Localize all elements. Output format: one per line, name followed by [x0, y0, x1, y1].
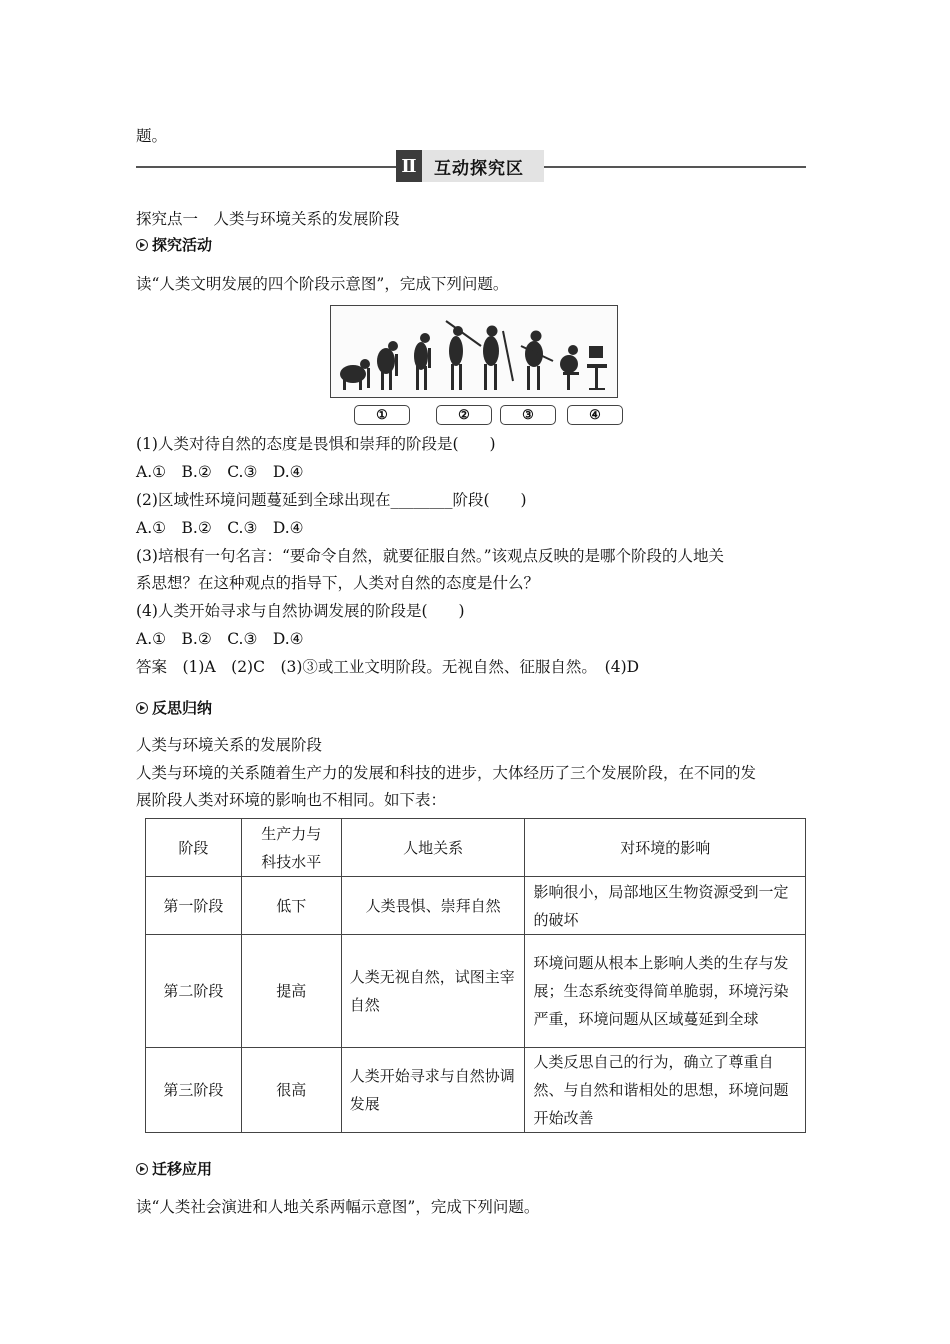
- question-4: (4)人类开始寻求与自然协调发展的阶段是( ): [136, 602, 465, 620]
- table-row: [146, 935, 806, 1048]
- cell-stage: 第一阶段: [146, 877, 242, 935]
- stage-label-1: ①: [354, 405, 410, 425]
- header-impact: 对环境的影响: [525, 819, 806, 877]
- section-banner: [396, 150, 544, 182]
- question-2-options: A.① B.② C.③ D.④: [136, 519, 304, 537]
- section-title: 互动探究区: [422, 150, 544, 182]
- stage-label-2: ②: [436, 405, 492, 425]
- transfer-heading: [136, 1158, 212, 1179]
- transfer-heading-label: 迁移应用: [152, 1160, 213, 1178]
- cell-stage: 第三阶段: [146, 1048, 242, 1133]
- cell-stage: 第二阶段: [146, 935, 242, 1048]
- play-circle-icon: [136, 1163, 148, 1175]
- reflection-paragraph-line-1: 人类与环境的关系随着生产力的发展和科技的进步，大体经历了三个发展阶段，在不同的发: [136, 764, 757, 782]
- cell-impact: 环境问题从根本上影响人类的生存与发展；生态系统变得简单脆弱，环境污染严重，环境问题从区域蔓延到全球: [525, 935, 806, 1048]
- activity-heading: [136, 234, 212, 255]
- cell-relation: 人类畏惧、崇拜自然: [341, 877, 525, 935]
- question-1: (1)人类对待自然的态度是畏惧和崇拜的阶段是( ): [136, 435, 496, 453]
- table-row: [146, 1048, 806, 1133]
- stage-label-4: ④: [567, 405, 623, 425]
- stage-label-3: ③: [500, 405, 556, 425]
- question-1-options: A.① B.② C.③ D.④: [136, 463, 304, 481]
- question-3-line-1: (3)培根有一句名言：“要命令自然，就要征服自然。”该观点反映的是哪个阶段的人地关: [136, 547, 725, 565]
- table-row: [146, 877, 806, 935]
- stages-table: [145, 818, 806, 1133]
- reflection-title: 人类与环境关系的发展阶段: [136, 736, 323, 754]
- answer-line: 答案 (1)A (2)C (3)③或工业文明阶段。无视自然、征服自然。 (4)D: [136, 658, 640, 676]
- header-relation: 人地关系: [341, 819, 525, 877]
- transfer-prompt: 读“人类社会演进和人地关系两幅示意图”，完成下列问题。: [136, 1198, 540, 1216]
- activity-heading-label: 探究活动: [152, 236, 213, 254]
- header-productivity: 生产力与科技水平: [241, 819, 341, 877]
- reflection-heading-label: 反思归纳: [152, 699, 213, 717]
- cell-impact: 人类反思自己的行为，确立了尊重自然、与自然和谐相处的思想，环境问题开始改善: [525, 1048, 806, 1133]
- cell-productivity: 提高: [241, 935, 341, 1048]
- cell-impact: 影响很小，局部地区生物资源受到一定的破坏: [525, 877, 806, 935]
- reflection-heading: [136, 697, 212, 718]
- cell-relation: 人类开始寻求与自然协调发展: [341, 1048, 525, 1133]
- table-header-row: [146, 819, 806, 877]
- header-stage: 阶段: [146, 819, 242, 877]
- play-circle-icon: [136, 702, 148, 714]
- question-2: (2)区域性环境问题蔓延到全球出现在________阶段( ): [136, 491, 527, 509]
- question-4-options: A.① B.② C.③ D.④: [136, 630, 304, 648]
- play-circle-icon: [136, 239, 148, 251]
- question-3-line-2: 系思想？在这种观点的指导下，人类对自然的态度是什么？: [136, 574, 540, 592]
- intro-fragment: 题。: [136, 127, 168, 145]
- cell-productivity: 很高: [241, 1048, 341, 1133]
- human-evolution-illustration: [330, 305, 618, 398]
- cell-productivity: 低下: [241, 877, 341, 935]
- evolution-figures-icon: [331, 306, 616, 396]
- section-number: Ⅱ: [396, 150, 422, 182]
- reflection-paragraph-line-2: 展阶段人类对环境的影响也不相同。如下表：: [136, 791, 447, 809]
- activity-prompt: 读“人类文明发展的四个阶段示意图”，完成下列问题。: [136, 275, 509, 293]
- cell-relation: 人类无视自然，试图主宰自然: [341, 935, 525, 1048]
- topic-heading: 探究点一 人类与环境关系的发展阶段: [136, 210, 400, 228]
